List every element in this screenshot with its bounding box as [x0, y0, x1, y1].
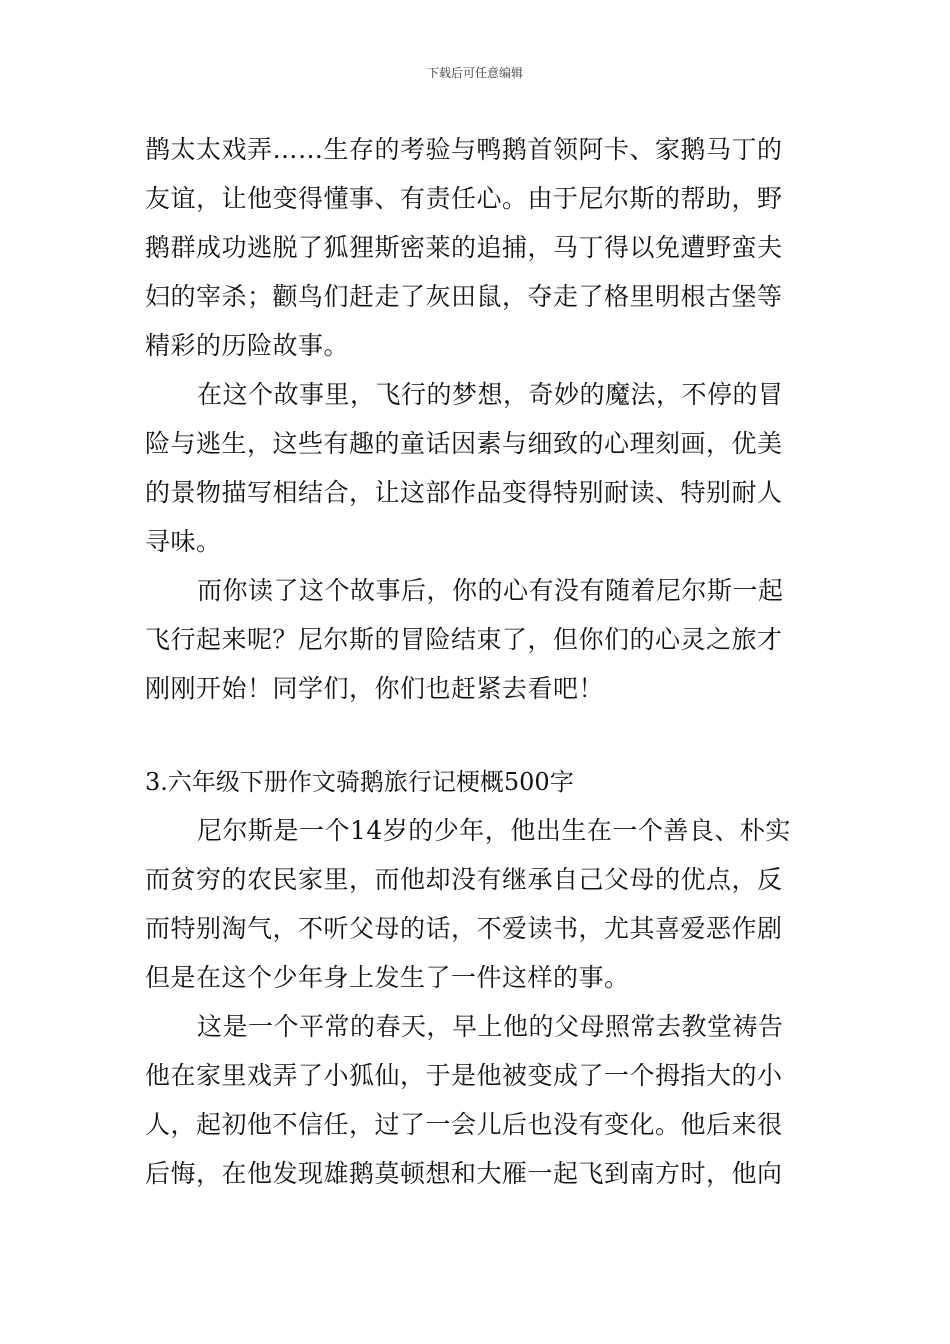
paragraph-line: 但是在这个少年身上发生了一件这样的事。 [145, 963, 630, 992]
paragraph-line: 而贫穷的农民家里，而他却没有继承自己父母的优点，反 [145, 865, 783, 894]
section-spacer [145, 716, 810, 760]
paragraph-line: 友谊，让他变得懂事、有责任心。由于尼尔斯的帮助，野 [145, 184, 783, 213]
paragraph-line: 尼尔斯是一个14岁的少年，他出生在一个善良、朴实 [197, 816, 791, 845]
section-heading: 3.六年级下册作文骑鹅旅行记梗概500字 [145, 768, 574, 796]
paragraph-line: 在这个故事里，飞行的梦想，奇妙的魔法，不停的冒 [197, 380, 784, 409]
paragraph [145, 128, 810, 373]
page-header: 下载后可任意编辑 [426, 66, 523, 80]
paragraph-line: 刚刚开始！同学们，你们也赶紧去看吧！ [145, 674, 605, 703]
paragraph-line: 险与逃生，这些有趣的童话因素与细致的心理刻画，优美 [145, 429, 783, 458]
paragraph-line: 精彩的历险故事。 [145, 331, 350, 360]
document-body [145, 128, 810, 1201]
paragraph [145, 1005, 810, 1201]
paragraph-line: 鹊太太戏弄……生存的考验与鸭鹅首领阿卡、家鹅马丁的 [145, 135, 783, 164]
paragraph-line: 飞行起来呢？尼尔斯的冒险结束了，但你们的心灵之旅才 [145, 625, 783, 654]
paragraph-line: 后悔，在他发现雄鹅莫顿想和大雁一起飞到南方时，他向 [145, 1159, 783, 1188]
paragraph-line: 的景物描写相结合，让这部作品变得特别耐读、特别耐人 [145, 478, 783, 507]
paragraph-line: 而你读了这个故事后，你的心有没有随着尼尔斯一起 [197, 576, 784, 605]
paragraph-line: 寻味。 [145, 527, 222, 556]
paragraph [145, 809, 810, 1005]
paragraph [145, 569, 810, 716]
paragraph-line: 而特别淘气，不听父母的话，不爱读书，尤其喜爱恶作剧 [145, 914, 783, 943]
paragraph-line: 人，起初他不信任，过了一会儿后也没有变化。他后来很 [145, 1110, 783, 1139]
paragraph [145, 373, 810, 569]
paragraph-line: 妇的宰杀；颧鸟们赶走了灰田鼠，夺走了格里明根古堡等 [145, 282, 783, 311]
paragraph-line: 这是一个平常的春天，早上他的父母照常去教堂祷告 [197, 1012, 784, 1041]
paragraph-line: 他在家里戏弄了小狐仙，于是他被变成了一个拇指大的小 [145, 1061, 783, 1090]
paragraph-line: 鹅群成功逃脱了狐狸斯密莱的追捕，马丁得以免遭野蛮夫 [145, 233, 783, 262]
